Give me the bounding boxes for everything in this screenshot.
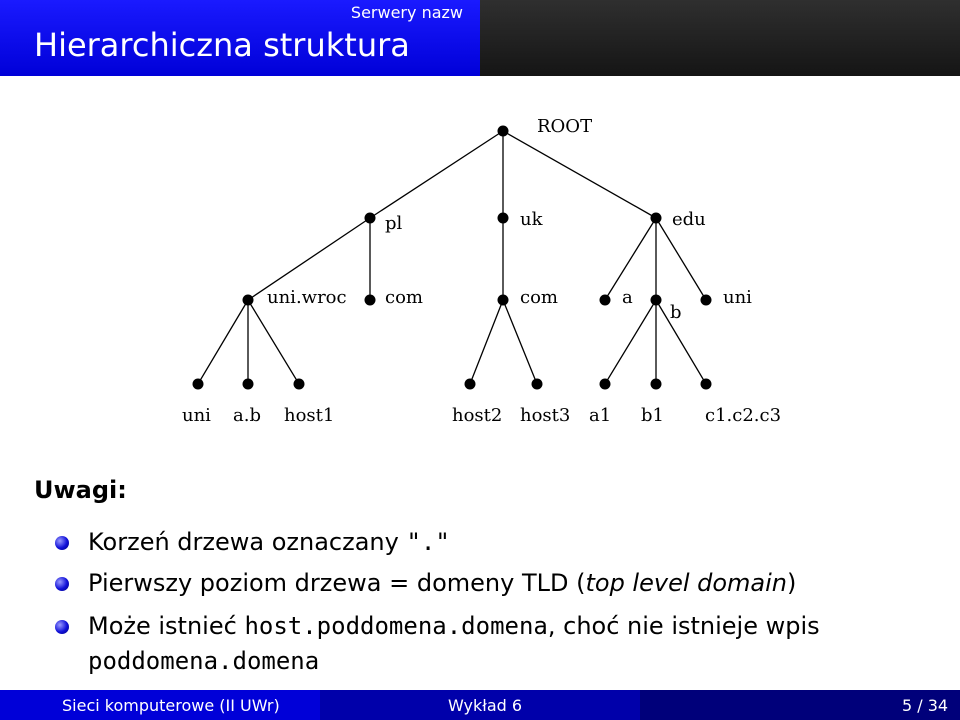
edge-uniwroc-uni (198, 300, 248, 384)
note-3-text-b: , choć nie istnieje wpis (547, 612, 820, 640)
notes-heading: Uwagi: (34, 476, 127, 504)
node-leaf-a1 (600, 379, 611, 390)
label-leaf-host1: host1 (284, 405, 335, 426)
footer-middle (320, 690, 640, 720)
node-com-pl (365, 295, 376, 306)
label-com-uk: com (520, 287, 558, 308)
note-2-text-b: ) (787, 569, 797, 597)
note-3-text-a: Może istnieć (88, 612, 245, 640)
label-leaf-uni: uni (182, 405, 211, 426)
node-uniwroc (243, 295, 254, 306)
node-a (600, 295, 611, 306)
node-b (651, 295, 662, 306)
dns-tree-diagram (0, 96, 960, 436)
label-leaf-host3: host3 (520, 405, 571, 426)
note-1-text: Korzeń drzewa oznaczany (88, 528, 407, 556)
note-item-1 (88, 528, 450, 556)
edge-root-pl (370, 131, 503, 218)
note-2-emphasis: top level domain (585, 569, 788, 597)
section-name: Serwery nazw (350, 3, 463, 22)
label-leaf-ab: a.b (233, 405, 261, 426)
node-com-uk (498, 295, 509, 306)
node-leaf-host3 (532, 379, 543, 390)
footer-course: Sieci komputerowe (II UWr) (62, 696, 280, 715)
node-root (498, 126, 509, 137)
node-leaf-c123 (701, 379, 712, 390)
node-leaf-host2 (465, 379, 476, 390)
note-item-2 (88, 569, 796, 597)
label-a: a (622, 287, 633, 308)
node-leaf-b1 (651, 379, 662, 390)
label-uk: uk (520, 209, 543, 230)
node-leaf-uni (193, 379, 204, 390)
edge-com-host2 (470, 300, 503, 384)
node-edu (651, 213, 662, 224)
footer-right (640, 690, 960, 720)
label-leaf-host2: host2 (452, 405, 503, 426)
bullet-icon (55, 577, 69, 591)
bullet-icon (55, 536, 69, 550)
frame-header (0, 0, 960, 76)
edge-edu-uni (656, 218, 706, 300)
node-leaf-ab (243, 379, 254, 390)
label-uni: uni (723, 287, 752, 308)
label-pl: pl (385, 213, 403, 234)
edge-uniwroc-host1 (248, 300, 299, 384)
label-b: b (670, 302, 682, 323)
label-leaf-b1: b1 (641, 405, 664, 426)
label-com-pl: com (385, 287, 423, 308)
frame-title: Hierarchiczna struktura (34, 26, 410, 64)
footer-bar (0, 690, 960, 720)
note-2-text-a: Pierwszy poziom drzewa = domeny TLD ( (88, 569, 586, 597)
label-leaf-c123: c1.c2.c3 (705, 405, 782, 426)
node-pl (365, 213, 376, 224)
edge-root-edu (503, 131, 656, 218)
footer-lecture: Wykład 6 (448, 696, 523, 715)
note-item-3 (88, 612, 820, 640)
edge-com-host3 (503, 300, 537, 384)
header-right-band (480, 0, 960, 76)
footer-page-number: 5 / 34 (902, 696, 949, 715)
node-uni (701, 295, 712, 306)
note-3-code: host.poddomena.domena (244, 612, 548, 640)
footer-left (0, 690, 320, 720)
label-uniwroc: uni.wroc (267, 287, 347, 308)
note-1-code: "." (406, 528, 450, 556)
label-edu: edu (672, 209, 706, 230)
bullet-icon (55, 620, 69, 634)
edge-b-a1 (605, 300, 656, 384)
label-leaf-a1: a1 (589, 405, 612, 426)
node-leaf-host1 (294, 379, 305, 390)
node-uk (498, 213, 509, 224)
note-3-code-continued: poddomena.domena (88, 647, 320, 675)
label-root: ROOT (537, 116, 593, 137)
